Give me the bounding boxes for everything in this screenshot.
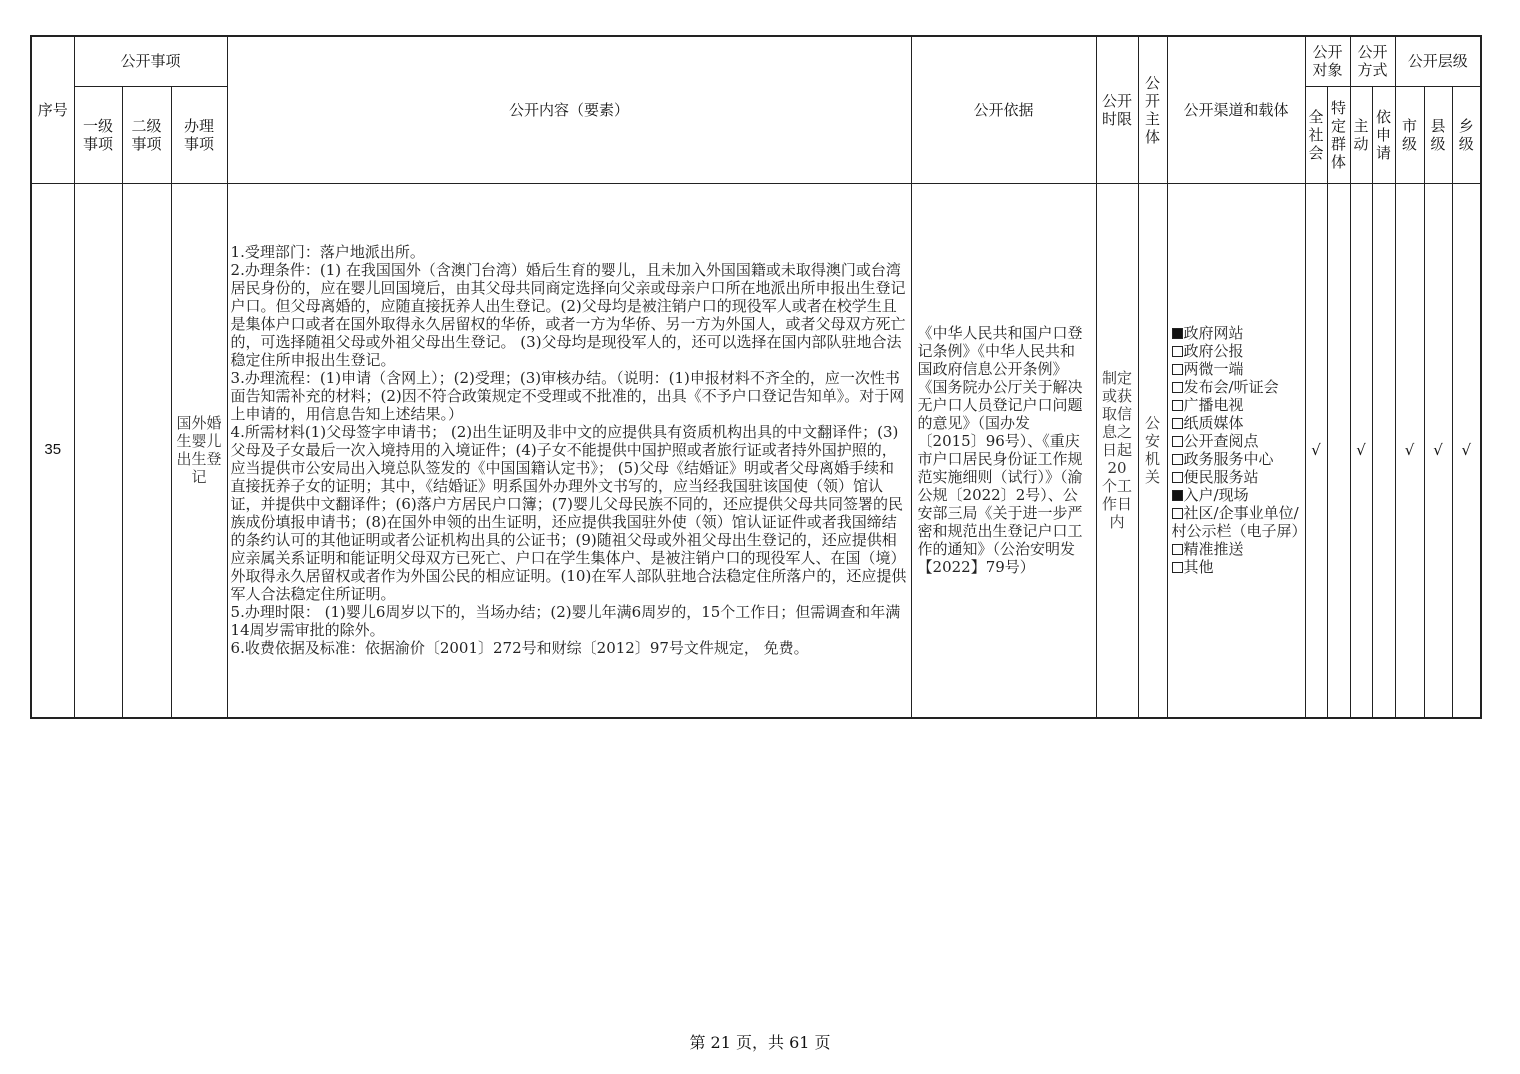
content-line: 2.办理条件：(1) 在我国国外（含澳门台湾）婚后生育的婴儿，且未加入外国国籍或未取得澳门或台湾居民身份的，应在婴儿回国境后，由其父母共同商定选择向父亲或母亲户口所在地派出所申报出生登记户口。但父母离婚的，应随直接抚养人出生登记。(2)父母均是被注销户口的现役军人或者在校学生且是集体户口或者在国外取得永久居留权的华侨，或者一方为华侨、另一方为外国人，或者父母双方死亡的，可选择随祖父母或外祖父母出生登记。 (3)父母均是现役军人的，还可以选择在国内部队驻地合法稳定住所申报出生登记。 (230, 261, 906, 370)
checkbox-icon (1172, 382, 1183, 393)
row-content (227, 183, 911, 718)
header-handle: 办理事项 (171, 86, 227, 183)
checkbox-icon (1172, 490, 1183, 501)
row-city: √ (1395, 183, 1424, 718)
row-subject: 公安机关 (1138, 183, 1167, 718)
header-level1: 一级事项 (74, 86, 122, 183)
checkbox-icon (1172, 436, 1183, 447)
header-level: 公开层级 (1395, 36, 1481, 86)
row-time: 制定或获取信息之日起20个工作日内 (1096, 183, 1138, 718)
content-line: 3.办理流程：(1)申请（含网上）；(2)受理；(3)审核办结。（说明：(1)申报材料不齐全的，应一次性书面告知需补充的材料；(2)因不符合政策规定不受理或不批准的，出具《不予户口登记告知单》。对于网上申请的，用信息告知上述结果。） (230, 369, 905, 424)
header-method: 公开方式 (1350, 36, 1395, 86)
header-audience: 公开对象 (1305, 36, 1350, 86)
header-channels: 公开渠道和载体 (1167, 36, 1305, 183)
checkbox-icon (1172, 544, 1183, 555)
row-channels (1167, 183, 1305, 718)
table-row (31, 183, 1481, 718)
checkbox-icon (1172, 400, 1183, 411)
channel-item: 政府公报 (1172, 342, 1301, 360)
checkbox-icon (1172, 346, 1183, 357)
checkbox-icon (1172, 364, 1183, 375)
checkbox-icon (1172, 328, 1183, 339)
channel-item: 政府网站 (1172, 324, 1301, 342)
header-level2: 二级事项 (122, 86, 171, 183)
header-matters: 公开事项 (74, 36, 227, 86)
row-county: √ (1424, 183, 1452, 718)
header-seq: 序号 (31, 36, 74, 183)
channel-item: 其他 (1172, 558, 1301, 576)
row-on-request (1372, 183, 1395, 718)
header-content: 公开内容（要素） (227, 36, 911, 183)
page-footer: 第 21 页，共 61 页 (689, 1033, 831, 1052)
channel-item: 广播电视 (1172, 396, 1301, 414)
checkbox-icon (1172, 472, 1183, 483)
header-city: 市级 (1395, 86, 1424, 183)
checkbox-icon (1172, 562, 1183, 573)
channel-item: 社区/企事业单位/村公示栏（电子屏） (1171, 504, 1307, 541)
channel-item: 精准推送 (1172, 540, 1301, 558)
channel-item: 政务服务中心 (1172, 450, 1301, 468)
row-active: √ (1350, 183, 1372, 718)
header-active: 主动 (1350, 86, 1372, 183)
checkbox-icon (1172, 418, 1183, 429)
disclosure-table (30, 35, 1482, 719)
row-handle: 国外婚生婴儿出生登记 (171, 183, 227, 718)
channel-item: 纸质媒体 (1172, 414, 1301, 432)
header-county: 县级 (1424, 86, 1452, 183)
channel-item: 发布会/听证会 (1172, 378, 1301, 396)
row-level1 (74, 183, 122, 718)
row-specific-group (1327, 183, 1350, 718)
row-seq: 35 (31, 183, 74, 718)
content-line: 4.所需材料(1)父母签字申请书； (2)出生证明及非中文的应提供具有资质机构出具的中文翻译件；(3)父母及子女最后一次入境持用的入境证件；(4)子女不能提供中国护照或者旅行证或者持外国护照的，应当提供市公安局出入境总队签发的《中国国籍认定书》； (5)父母《结婚证》明或者父母离婚手续和直接抚养子女的证明；其中，《结婚证》明系国外办理外文书写的，应当经我国驻该国使（领）馆认证，并提供中文翻译件；(6)落户方居民户口簿；(7)婴儿父母民族不同的，还应提供父母共同签署的民族成份填报申请书；(8)在国外申领的出生证明，还应提供我国驻外使（领）馆认证证件或者我国缔结的条约认可的其他证明或者公证机构出具的公证书；(9)随祖父母或外祖父母出生登记的，还应提供相应亲属关系证明和能证明父母双方已死亡、户口在学生集体户、是被注销户口的现役军人、在国（境）外取得永久居留权或者作为外国公民的相应证明。(10)在军人部队驻地合法稳定住所落户的，还应提供军人合法稳定住所证明。 (230, 423, 907, 604)
header-township: 乡级 (1452, 86, 1481, 183)
row-township: √ (1452, 183, 1481, 718)
channel-item: 便民服务站 (1172, 468, 1301, 486)
content-line: 1.受理部门：落户地派出所。 (230, 243, 425, 262)
row-basis: 《中华人民共和国户口登记条例》《中华人民共和国政府信息公开条例》《国务院办公厅关于解决无户口人员登记户口问题的意见》（国办发〔2015〕96号）、《重庆市户口居民身份证工作规范实施细则（试行）》（渝公规〔2022〕2号）、公安部三局《关于进一步严密和规范出生登记户口工作的通知》（公治安明发【2022】79号） (911, 183, 1096, 718)
content-line: 5.办理时限： (1)婴儿6周岁以下的，当场办结；(2)婴儿年满6周岁的，15个工作日；但需调查和年满14周岁需审批的除外。 (230, 603, 901, 640)
header-time: 公开时限 (1096, 36, 1138, 183)
checkbox-icon (1172, 508, 1183, 519)
header-on-request: 依申请 (1372, 86, 1395, 183)
content-line: 6.收费依据及标准：依据渝价〔2001〕272号和财综〔2012〕97号文件规定， 免费。 (230, 639, 809, 658)
header-specific-group: 特定群体 (1327, 86, 1350, 183)
channel-item: 入户/现场 (1172, 486, 1301, 504)
channel-item: 两微一端 (1172, 360, 1301, 378)
header-basis: 公开依据 (911, 36, 1096, 183)
header-all-society: 全社会 (1305, 86, 1327, 183)
channel-item: 公开查阅点 (1172, 432, 1301, 450)
checkbox-icon (1172, 454, 1183, 465)
row-level2 (122, 183, 171, 718)
row-all-society: √ (1305, 183, 1327, 718)
header-subject: 公开主体 (1138, 36, 1167, 183)
